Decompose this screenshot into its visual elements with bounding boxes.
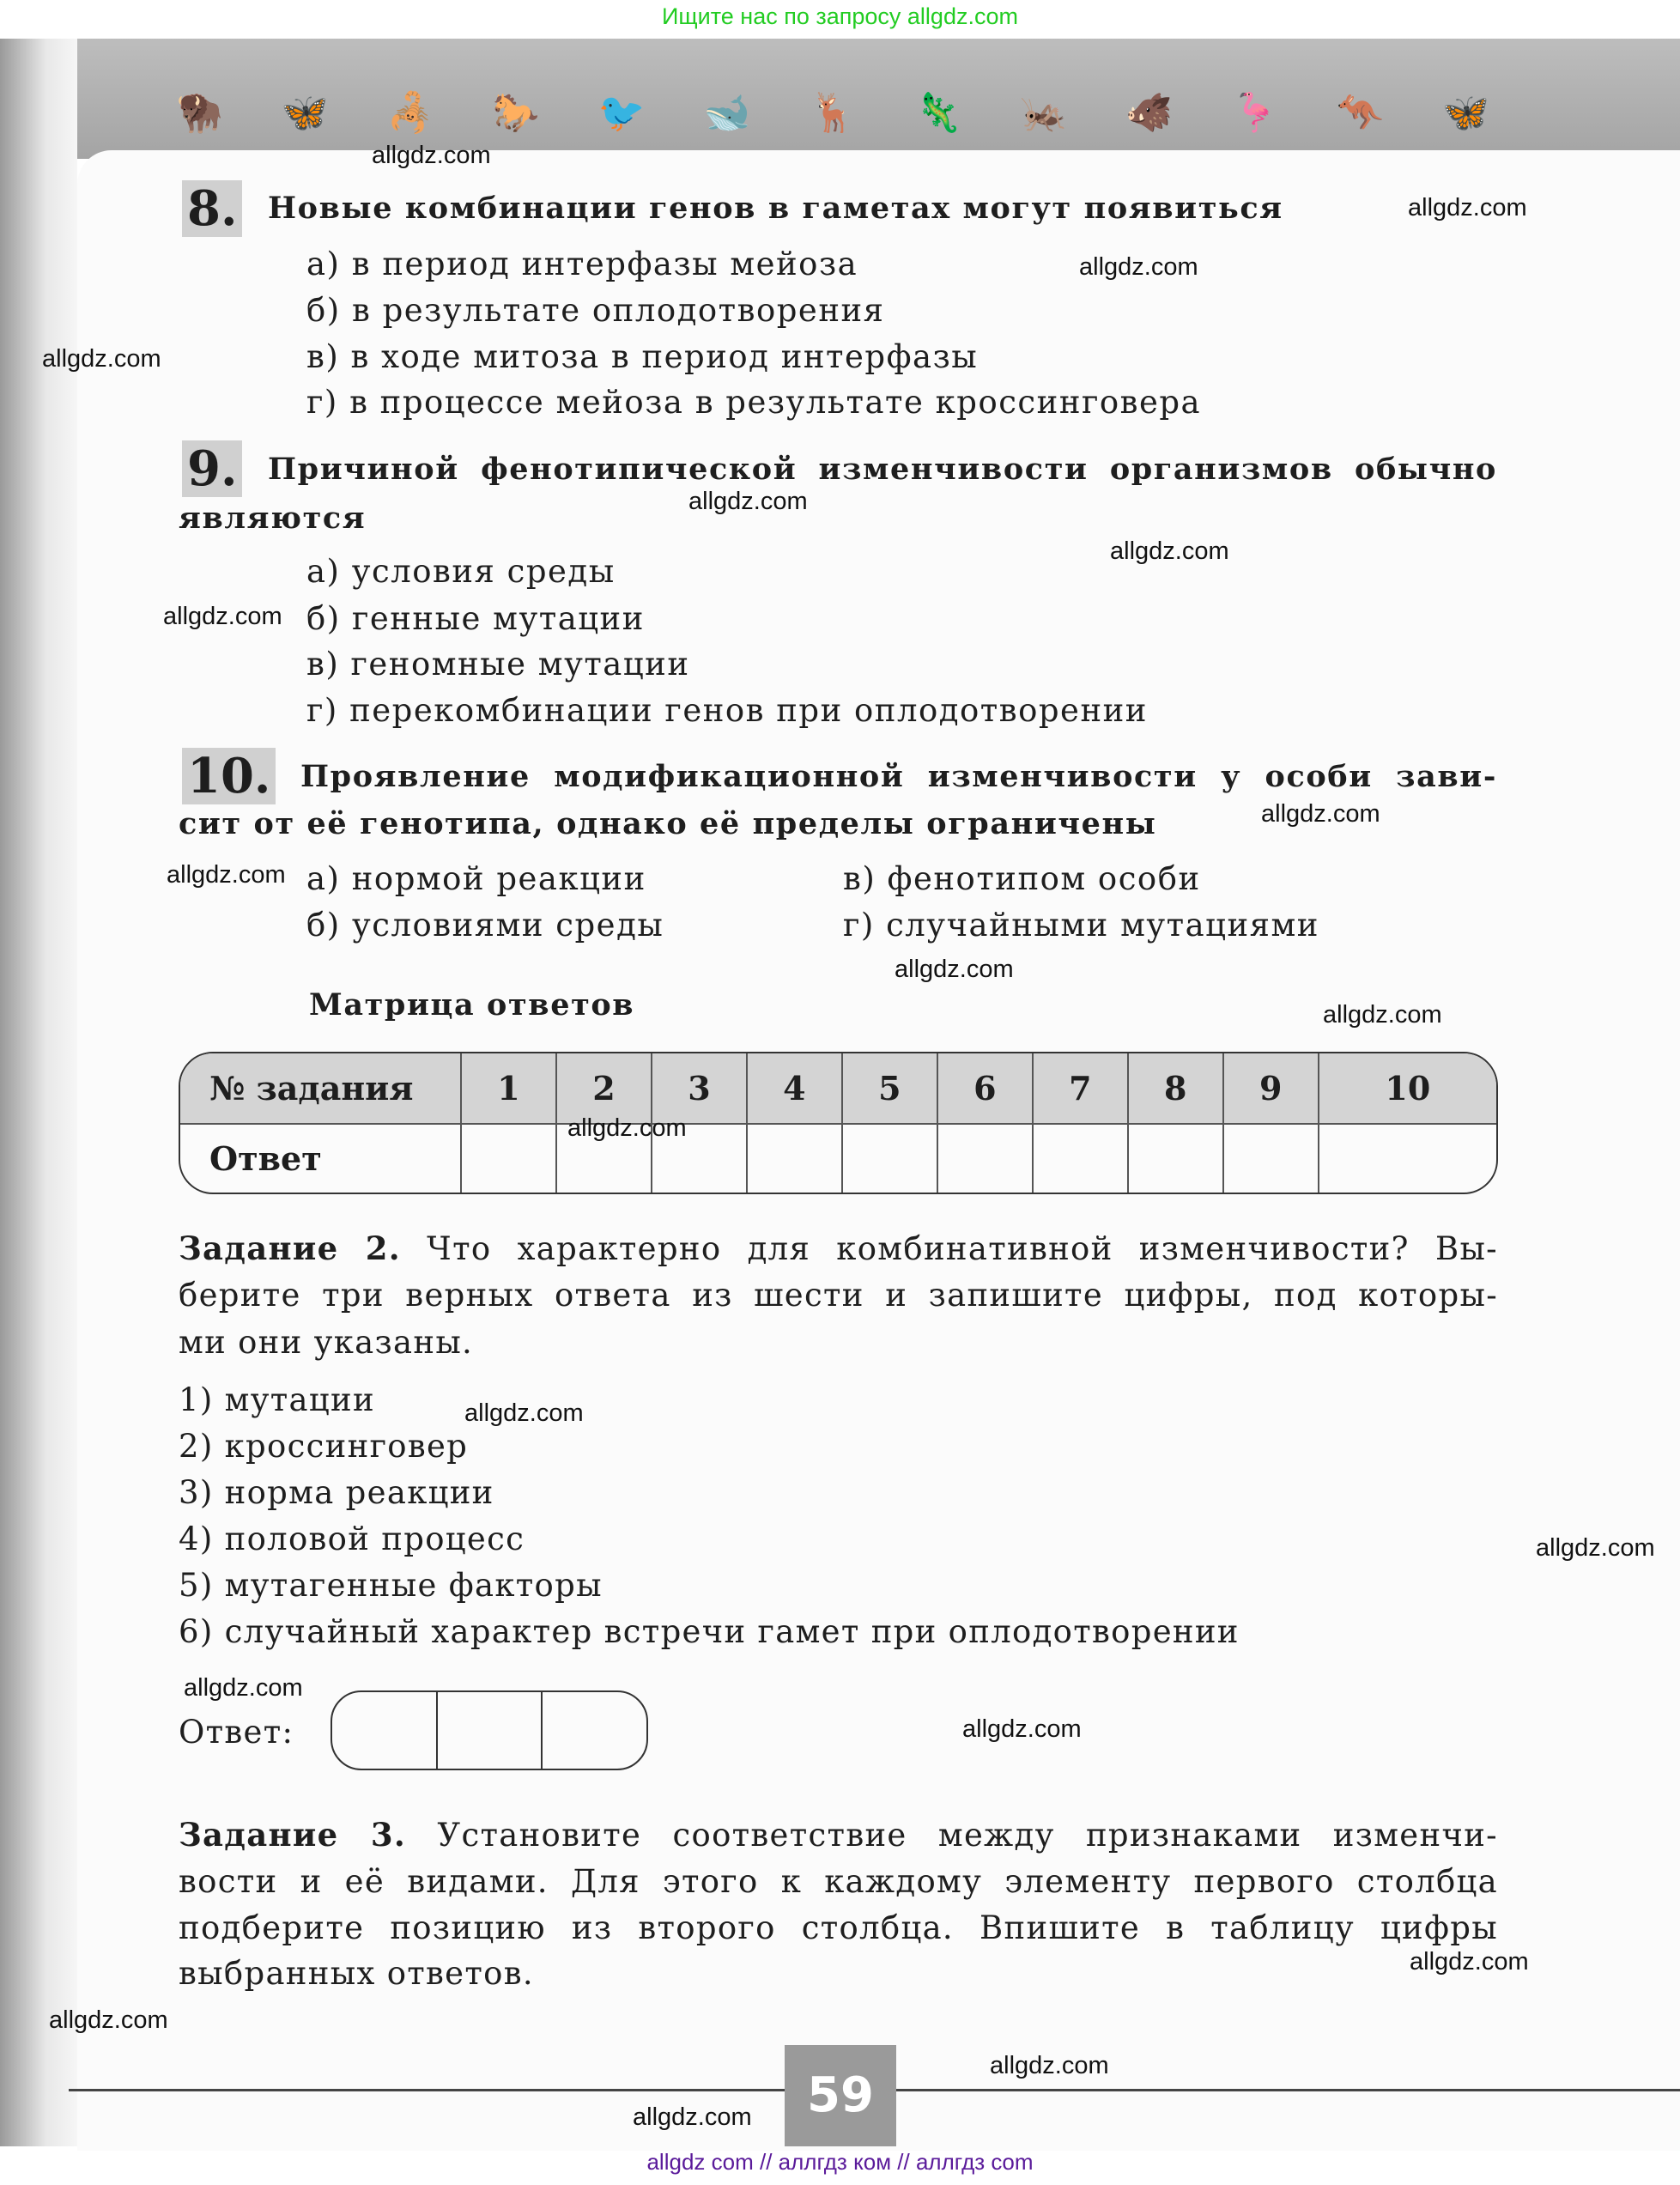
task3-text: выбранных ответов. <box>179 1955 534 1992</box>
answer-digit-cell[interactable] <box>332 1692 438 1769</box>
column-header: 8 <box>1129 1053 1224 1125</box>
answer-option: в) фенотипом особи <box>843 860 1201 897</box>
watermark: allgdz.com <box>990 2052 1109 2079</box>
question-number: 8. <box>182 180 242 237</box>
answer-option: а) условия среды <box>306 553 616 590</box>
column-header: 10 <box>1319 1053 1496 1125</box>
task2-item: 3) норма реакции <box>179 1474 494 1511</box>
watermark: allgdz.com <box>464 1399 584 1427</box>
answer-option: а) нормой реакции <box>306 860 646 897</box>
answer-cell[interactable] <box>843 1125 938 1193</box>
page-number: 59 <box>785 2045 896 2146</box>
answer-cell[interactable] <box>1319 1125 1496 1193</box>
task3-label: Задание 3. <box>179 1816 407 1854</box>
watermark: allgdz.com <box>1261 800 1380 828</box>
task2-answer-box <box>331 1690 648 1770</box>
watermark: allgdz.com <box>1110 537 1229 565</box>
column-header: 2 <box>557 1053 652 1125</box>
answer-option: г) случайными мутациями <box>843 907 1319 944</box>
answer-cell[interactable] <box>462 1125 557 1193</box>
watermark: allgdz.com <box>49 2006 168 2034</box>
whale-icon: 🐋 <box>703 91 751 135</box>
question-text: сит от её генотипа, однако её пределы ограничены <box>179 806 1157 841</box>
horse-icon: 🐎 <box>492 91 540 135</box>
answer-cell[interactable] <box>748 1125 843 1193</box>
question-text: являются <box>179 501 367 536</box>
answer-cell[interactable] <box>1034 1125 1129 1193</box>
column-header: 7 <box>1034 1053 1129 1125</box>
watermark: allgdz.com <box>962 1715 1082 1743</box>
answer-option: г) в процессе мейоза в результате кроссинговера <box>306 384 1202 421</box>
top-banner-link[interactable]: Ищите нас по запросу allgdz.com <box>662 3 1018 29</box>
answer-cell[interactable] <box>1224 1125 1319 1193</box>
question-number: 9. <box>182 440 242 497</box>
task2-item: 4) половой процесс <box>179 1520 525 1557</box>
task2-line <box>179 1229 1498 1267</box>
task2-text: берите три верных ответа из шести и запишите цифры, под которы- <box>179 1277 1498 1314</box>
butterfly-icon: 🦋 <box>1442 91 1489 135</box>
task2-label: Задание 2. <box>179 1229 401 1267</box>
watermark: allgdz.com <box>1536 1534 1655 1562</box>
answer-row-label: Ответ <box>180 1125 462 1193</box>
insect-icon: 🦗 <box>1020 91 1068 135</box>
question-number: 10. <box>182 748 276 804</box>
answer-option: в) геномные мутации <box>306 646 690 683</box>
column-header: 5 <box>843 1053 938 1125</box>
matrix-header-row <box>180 1053 1496 1125</box>
question-text: Проявление модификационной изменчивости у особи зави- <box>300 759 1497 794</box>
question-text: Причиной фенотипической изменчивости организмов обычно <box>268 452 1497 487</box>
answer-label: Ответ: <box>179 1714 294 1751</box>
column-header: 3 <box>652 1053 748 1125</box>
column-header: 4 <box>748 1053 843 1125</box>
bird-icon: 🐦 <box>597 91 646 135</box>
answer-option: б) условиями среды <box>306 907 664 944</box>
watermark: allgdz.com <box>184 1674 303 1702</box>
task2-item: 5) мутагенные факторы <box>179 1567 603 1604</box>
task3-line <box>179 1816 1498 1854</box>
task3-text: подберите позицию из второго столбца. Впишите в таблицу цифры <box>179 1909 1498 1946</box>
answer-option: г) перекомбинации генов при оплодотворении <box>306 692 1148 729</box>
task2-text: ми они указаны. <box>179 1324 474 1361</box>
task-number-header: № задания <box>180 1053 462 1125</box>
task2-item: 2) кроссинговер <box>179 1428 469 1465</box>
question-text: Новые комбинации генов в гаметах могут появиться <box>268 191 1283 226</box>
crane-icon: 🦩 <box>1231 91 1279 135</box>
answer-option: в) в ходе митоза в период интерфазы <box>306 338 979 375</box>
watermark: allgdz.com <box>163 603 282 630</box>
butterfly-icon: 🦋 <box>281 91 329 135</box>
answer-digit-cell[interactable] <box>438 1692 543 1769</box>
watermark: allgdz.com <box>1408 194 1527 222</box>
watermark: allgdz.com <box>633 2103 752 2131</box>
watermark: allgdz.com <box>42 345 161 373</box>
answer-matrix <box>179 1052 1498 1194</box>
watermark: allgdz.com <box>895 956 1014 983</box>
task3-text: Установите соответствие между признаками изменчи- <box>406 1817 1498 1854</box>
kangaroo-icon: 🦘 <box>1337 91 1384 135</box>
deer-icon: 🦌 <box>809 91 857 135</box>
watermark: allgdz.com <box>1410 1948 1529 1976</box>
watermark: allgdz.com <box>1323 1001 1442 1029</box>
watermark: allgdz.com <box>567 1114 687 1142</box>
answer-option: а) в период интерфазы мейоза <box>306 246 858 282</box>
seahorse-icon: 🦎 <box>914 91 962 135</box>
answer-option: б) генные мутации <box>306 600 645 637</box>
watermark: allgdz.com <box>1079 253 1198 281</box>
scorpion-icon: 🦂 <box>386 91 434 135</box>
task3-text: вости и её видами. Для этого к каждому элементу первого столбца <box>179 1863 1498 1900</box>
matrix-answer-row <box>180 1125 1496 1193</box>
answer-cell[interactable] <box>938 1125 1034 1193</box>
watermark: allgdz.com <box>688 488 808 515</box>
column-header: 1 <box>462 1053 557 1125</box>
task2-item: 1) мутации <box>179 1381 375 1418</box>
bottom-banner-link[interactable]: allgdz com // аллгдз ком // аллгдз com <box>646 2149 1034 2175</box>
boar-icon: 🐗 <box>1125 91 1174 135</box>
answer-digit-cell[interactable] <box>543 1692 646 1769</box>
animal-silhouettes-decoration <box>176 90 1489 135</box>
column-header: 9 <box>1224 1053 1319 1125</box>
answer-cell[interactable] <box>1129 1125 1224 1193</box>
matrix-title: Матрица ответов <box>309 987 635 1023</box>
task2-text: Что характерно для комбинативной изменчивости? Вы- <box>401 1230 1498 1267</box>
column-header: 6 <box>938 1053 1034 1125</box>
watermark: allgdz.com <box>372 142 491 169</box>
bison-icon: 🦬 <box>176 91 223 135</box>
task2-item: 6) случайный характер встречи гамет при оплодотворении <box>179 1613 1240 1650</box>
watermark: allgdz.com <box>167 861 286 889</box>
answer-option: б) в результате оплодотворения <box>306 292 885 329</box>
